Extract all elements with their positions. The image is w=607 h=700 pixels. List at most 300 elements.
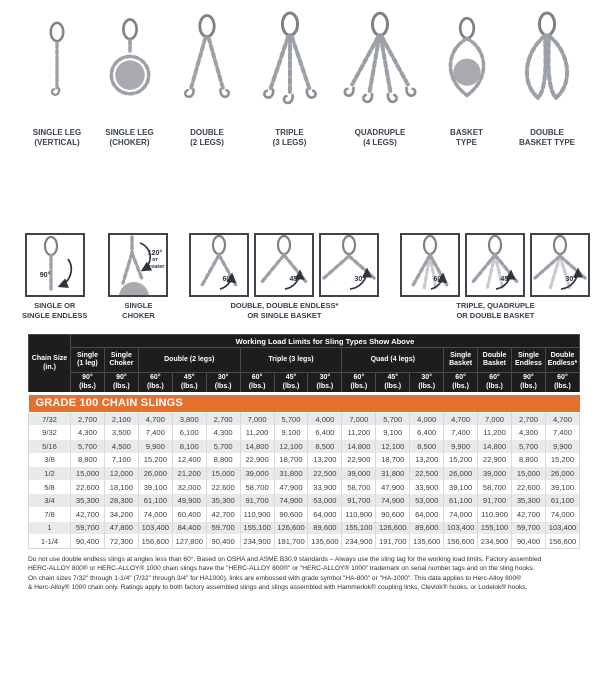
table-row [29,412,580,426]
wll-cell: 47,800 [104,521,138,535]
single-leg-choker-diagram [95,6,165,124]
wll-cell: 7,000 [342,412,376,426]
wll-cell: 26,000 [138,467,172,481]
sling-label-line: (VERTICAL) [34,138,80,148]
wll-cell: 15,200 [138,453,172,467]
sling-quadruple [334,6,426,149]
wll-cell: 7,400 [444,426,478,440]
col-angle-header: 60° (lbs.) [478,373,512,394]
wll-cell: 5,700 [206,439,240,453]
col-angle-header: 60° (lbs.) [342,373,376,394]
footnote-line: HERC-ALLOY 800® or HERC-ALLOY® 1000 chain slings have the "HERC-ALLOY 800®" or "HERC-ALLOY® 1000" trademark on serial number tags and on the sling hooks. [28,565,535,573]
angle-value: 60° [222,275,234,283]
wll-cell: 42,700 [511,507,545,521]
angle-boxes [25,233,85,297]
wll-cell: 89,600 [410,521,444,535]
wll-cell: 90,600 [376,507,410,521]
wll-cell: 59,700 [71,521,105,535]
wll-cell: 90,600 [274,507,308,521]
angle-group-label [456,301,534,321]
sling-label [190,128,224,149]
angle-group-label [122,301,155,321]
wll-cell: 135,600 [308,535,342,549]
chain-icon [123,253,132,283]
wll-cell: 9,900 [138,439,172,453]
chain-loop-icon [548,36,567,98]
sling-label [33,128,81,149]
wll-cell: 35,300 [511,494,545,508]
wll-cell: 8,100 [172,439,206,453]
wll-cell: 9,100 [376,426,410,440]
angle-diagrams-row [22,233,607,321]
wll-cell: 15,200 [444,453,478,467]
wll-cell: 4,300 [71,426,105,440]
angle-box-triple-30 [530,233,590,297]
wll-cell: 22,900 [342,453,376,467]
sling-double-basket [507,6,587,149]
wll-cell: 7,000 [478,412,512,426]
chain-icon [324,256,349,278]
wll-cell: 42,700 [206,507,240,521]
chain-icon [209,38,223,89]
table-row [29,480,580,494]
wll-cell: 15,000 [71,467,105,481]
wll-cell: 32,000 [172,480,206,494]
wll-cell: 8,500 [308,439,342,453]
wll-cell: 18,100 [104,480,138,494]
sling-label [450,128,483,149]
wll-cell: 12,400 [172,453,206,467]
chain-icon [291,37,309,89]
wll-table-header [29,335,580,413]
hook-icon [220,89,228,96]
wll-cell: 4,000 [308,412,342,426]
grade-band-row [29,393,580,412]
wll-cell: 15,000 [206,467,240,481]
sling-diagrams-row [0,0,607,149]
angle-value-sub: or [152,257,158,264]
col-angle-header: 45° (lbs.) [172,373,206,394]
wll-cell: 14,800 [240,439,274,453]
chain-size-header-line: (in.) [43,363,56,371]
chain-size-cell: 7/8 [29,507,71,521]
col-group-header: Quad (4 legs) [342,348,444,373]
wll-cell: 47,900 [274,480,308,494]
sling-label [273,128,307,149]
master-link-icon [539,13,554,35]
wll-cell: 4,700 [444,412,478,426]
col-angle-header: 30° (lbs.) [206,373,240,394]
wll-cell: 234,900 [240,535,274,549]
wll-cell: 26,000 [444,467,478,481]
wll-cell: 22,600 [206,480,240,494]
wll-cell: 4,300 [511,426,545,440]
wll-cell: 126,600 [274,521,308,535]
wll-cell: 91,700 [240,494,274,508]
chain-size-cell: 3/4 [29,494,71,508]
wll-cell: 7,400 [545,426,579,440]
angle-group-double [189,233,379,321]
col-angle-header: 45° (lbs.) [274,373,308,394]
wll-cell: 90,400 [206,535,240,549]
col-angle-header: 30° (lbs.) [410,373,444,394]
wll-cell: 3,500 [104,426,138,440]
angle-group-single [22,233,87,321]
col-angle-header: 60° (lbs.) [444,373,478,394]
wll-cell: 28,300 [104,494,138,508]
angle-diagram-45 [256,235,312,295]
wll-cell: 74,900 [274,494,308,508]
col-angle-header: 45° (lbs.) [376,373,410,394]
chain-size-cell: 1 [29,521,71,535]
wll-cell: 26,000 [545,467,579,481]
triple-3-legs-diagram [250,6,330,124]
master-link-icon [372,13,387,35]
sling-label [355,128,406,149]
wll-cell: 21,200 [172,467,206,481]
sling-label-line: TRIPLE [275,128,304,137]
wll-cell: 127,800 [172,535,206,549]
wll-cell: 155,100 [478,521,512,535]
master-link-icon [278,236,290,254]
hook-icon [388,94,397,102]
angle-group-label-line: SINGLE OR [34,300,76,310]
wll-cell: 135,600 [410,535,444,549]
table-row [29,494,580,508]
col-group-header: Double Basket [478,348,512,373]
wll-cell: 155,100 [342,521,376,535]
angle-boxes [189,233,379,297]
wll-cell: 53,000 [410,494,444,508]
wll-cell: 126,600 [376,521,410,535]
wll-cell: 22,900 [240,453,274,467]
angle-diagram-90 [27,235,83,295]
sling-single-vertical [24,6,90,149]
angle-value: 45° [289,275,301,283]
wll-cell: 11,200 [240,426,274,440]
chain-icon [270,37,288,89]
wll-cell: 58,700 [240,480,274,494]
wll-cell: 8,500 [410,439,444,453]
sling-label [519,128,575,149]
wll-cell: 156,600 [444,535,478,549]
chain-size-cell: 1-1/4 [29,535,71,549]
sling-label-line: DOUBLE [530,128,564,137]
col-angle-header: 60° (lbs.) [545,373,579,394]
wll-cell: 6,400 [410,426,444,440]
angle-boxes [400,233,590,297]
col-angle-header: 90° (lbs.) [71,373,105,394]
table-row [29,453,580,467]
wll-cell: 5,700 [376,412,410,426]
angle-box-double-45 [254,233,314,297]
wll-cell: 11,200 [342,426,376,440]
sling-label-line: SINGLE LEG [32,128,82,137]
angle-group-label [22,301,87,321]
hook-icon [185,89,193,96]
wll-cell: 156,600 [545,535,579,549]
wll-cell: 22,900 [478,453,512,467]
wll-cell: 58,700 [342,480,376,494]
table-row [29,439,580,453]
table-row [29,467,580,481]
wll-cell: 34,200 [104,507,138,521]
angle-group-choker [108,233,168,321]
angle-value-sub: greater [145,263,165,270]
wll-cell: 72,300 [104,535,138,549]
wll-cell: 13,200 [410,453,444,467]
wll-cell: 2,700 [71,412,105,426]
wll-cell: 7,000 [240,412,274,426]
wll-cell: 2,100 [104,412,138,426]
wll-cell: 39,100 [545,480,579,494]
master-link-icon [213,236,225,254]
col-group-header: Single Endless [511,348,545,373]
angle-value: 30° [354,275,366,283]
col-angle-header: 90° (lbs.) [511,373,545,394]
column-angle-row [29,373,580,394]
wll-cell: 49,900 [172,494,206,508]
col-group-header: Single (1 leg) [71,348,105,373]
chain-loop-icon [527,36,546,98]
table-title-row [29,335,580,348]
sling-label-line: QUADRUPLE [354,128,406,137]
wll-cell: 4,700 [545,412,579,426]
sling-label [105,128,153,149]
angle-diagram-30 [532,235,588,295]
angle-group-label-line: OR DOUBLE BASKET [456,310,535,320]
footnotes [28,555,584,593]
angle-box-double-30 [319,233,379,297]
master-link-icon [200,16,214,37]
wll-cell: 64,000 [410,507,444,521]
hook-icon [52,88,59,94]
table-title: Working Load Limits for Sling Types Show Above [71,335,580,348]
wll-cell: 91,700 [342,494,376,508]
angle-group-label-line: SINGLE [124,300,153,310]
wll-cell: 9,900 [545,439,579,453]
wll-cell: 156,600 [138,535,172,549]
wll-cell: 2,700 [511,412,545,426]
wll-cell: 39,000 [478,467,512,481]
sling-triple [250,6,330,149]
col-group-header: Single Choker [104,348,138,373]
master-link-icon [282,13,297,35]
wll-cell: 4,700 [138,412,172,426]
wll-cell: 11,200 [478,426,512,440]
wll-cell: 35,300 [71,494,105,508]
angle-diagram-30 [321,235,377,295]
table-row [29,426,580,440]
master-link-icon [45,237,57,255]
sling-label-line: BASKET [450,128,483,137]
wll-cell: 31,800 [376,467,410,481]
wll-cell: 15,000 [511,467,545,481]
wll-cell: 59,700 [511,521,545,535]
wll-cell: 42,700 [71,507,105,521]
wll-cell: 61,100 [138,494,172,508]
hook-icon [345,88,354,96]
master-link-icon [51,23,63,41]
chain-icon [132,253,142,279]
wll-cell: 14,800 [478,439,512,453]
angle-boxes [108,233,168,297]
footnote-line: On chain sizes 7/32" through 1-1/4" (7/32" through 3/4" for HA1000), links are embossed with grade symbol "HA-800" or "HA-1000". This data applies to Herc-Alloy 800® [28,574,521,582]
wll-cell: 5,700 [274,412,308,426]
wll-cell: 8,800 [511,453,545,467]
double-basket-type-diagram [507,6,587,124]
angle-group-label-line: CHOKER [122,310,155,320]
angle-value: 60° [433,275,445,283]
wll-cell: 91,700 [478,494,512,508]
wll-cell: 33,900 [410,480,444,494]
hook-icon [306,90,315,98]
master-link-icon [424,236,436,254]
wll-cell: 12,100 [274,439,308,453]
sling-label-line: SINGLE LEG [105,128,154,137]
table-row [29,535,580,549]
wll-cell: 74,000 [138,507,172,521]
angle-group-label-line: TRIPLE, QUADRUPLE [456,300,535,310]
sling-single-choker [95,6,165,149]
sling-label-line: TYPE [456,138,477,148]
footnote-line: Do not use double endless slings at angles less than 60°. Based on OSHA and ASME B30.9 standards – Always use the sling tag for the working load limits. Factory assembled [28,555,542,563]
angle-value: 90° [39,271,51,279]
chain-icon [349,256,374,278]
wll-cell: 103,400 [138,521,172,535]
angle-diagram-45 [467,235,523,295]
wll-cell: 13,200 [308,453,342,467]
grade-band: GRADE 100 CHAIN SLINGS [29,393,580,412]
col-group-header: Double (2 legs) [138,348,240,373]
chain-size-header-line: Chain Size [31,355,68,363]
angle-box-120 [108,233,168,297]
wll-cell: 74,000 [444,507,478,521]
col-group-header: Single Basket [444,348,478,373]
angle-box-triple-60 [400,233,460,297]
wll-cell: 53,000 [308,494,342,508]
wll-cell: 103,400 [444,521,478,535]
master-link-icon [123,20,136,39]
angle-group-triple [400,233,590,321]
col-group-header: Double Endless* [545,348,579,373]
wll-cell: 64,000 [308,507,342,521]
chain-size-cell: 5/16 [29,439,71,453]
angle-box-triple-45 [465,233,525,297]
sling-double [169,6,245,149]
wll-cell: 74,900 [376,494,410,508]
wll-cell: 7,400 [138,426,172,440]
wll-cell: 2,700 [206,412,240,426]
wll-cell: 4,000 [410,412,444,426]
wll-cell: 6,100 [172,426,206,440]
wll-cell: 8,800 [206,453,240,467]
angle-group-label-line: DOUBLE, DOUBLE ENDLESS* [230,300,339,310]
wll-cell: 18,700 [274,453,308,467]
angle-arrow-icon [60,259,71,286]
angle-box-90 [25,233,85,297]
angle-box-double-60 [189,233,249,297]
wll-cell: 59,700 [206,521,240,535]
angle-value-main: 120° [147,249,163,257]
wll-cell: 58,700 [478,480,512,494]
wll-cell: 61,100 [444,494,478,508]
load-circle [115,60,145,90]
wll-cell: 5,700 [71,439,105,453]
wll-cell: 191,700 [376,535,410,549]
wll-cell: 60,400 [172,507,206,521]
master-link-icon [554,236,566,254]
sling-label-line: (CHOKER) [109,138,150,148]
sling-label-line: (4 LEGS) [363,138,397,148]
basket-type-diagram [431,6,503,124]
wll-cell: 18,700 [376,453,410,467]
col-group-header: Triple (3 legs) [240,348,342,373]
wll-cell: 9,100 [274,426,308,440]
hook-icon [283,95,292,103]
chain-icon [201,255,219,287]
master-link-icon [343,236,355,254]
wll-cell: 33,900 [308,480,342,494]
wll-cell: 35,300 [206,494,240,508]
wll-cell: 39,100 [444,480,478,494]
angle-group-label-line: OR SINGLE BASKET [247,310,322,320]
wll-cell: 61,100 [545,494,579,508]
wll-cell: 8,800 [71,453,105,467]
hook-icon [363,94,372,102]
double-2-legs-diagram [169,6,245,124]
sling-label-line: (2 LEGS) [190,138,224,148]
sling-label-line: BASKET TYPE [518,138,575,148]
chain-icon [191,38,205,89]
master-link-icon [460,18,474,38]
wll-cell: 155,100 [240,521,274,535]
chain-size-header [29,335,71,394]
wll-cell: 39,000 [342,467,376,481]
wll-cell: 110,900 [240,507,274,521]
wll-table [28,334,580,548]
chain-size-cell: 7/32 [29,412,71,426]
wll-cell: 47,900 [376,480,410,494]
chain-size-cell: 5/8 [29,480,71,494]
footnote-line: & Herc-Alloy® 1000 chain only. Ratings apply to both factory assembled slings and slings assembled with Hammerlok® coupling links, Clevlok® hooks, or Lodelok® hooks. [28,584,528,592]
load-circle [453,59,480,86]
wll-cell: 90,400 [71,535,105,549]
wll-cell: 4,300 [206,426,240,440]
col-angle-header: 30° (lbs.) [308,373,342,394]
wll-cell: 234,900 [342,535,376,549]
wll-cell: 39,100 [138,480,172,494]
table-row [29,507,580,521]
angle-diagram-60 [402,235,458,295]
wll-cell: 74,000 [545,507,579,521]
wll-cell: 191,700 [274,535,308,549]
wll-cell: 89,600 [308,521,342,535]
table-row [29,521,580,535]
angle-group-label [230,301,338,321]
chain-size-cell: 9/32 [29,426,71,440]
wll-cell: 3,800 [172,412,206,426]
wll-cell: 12,100 [376,439,410,453]
col-angle-header: 90° (lbs.) [104,373,138,394]
wll-cell: 6,400 [308,426,342,440]
wll-cell: 22,500 [410,467,444,481]
wll-cell: 110,900 [342,507,376,521]
angle-value: 30° [565,275,577,283]
wll-cell: 39,000 [240,467,274,481]
hook-icon [406,88,415,96]
sling-label-line: (3 LEGS) [272,138,307,148]
